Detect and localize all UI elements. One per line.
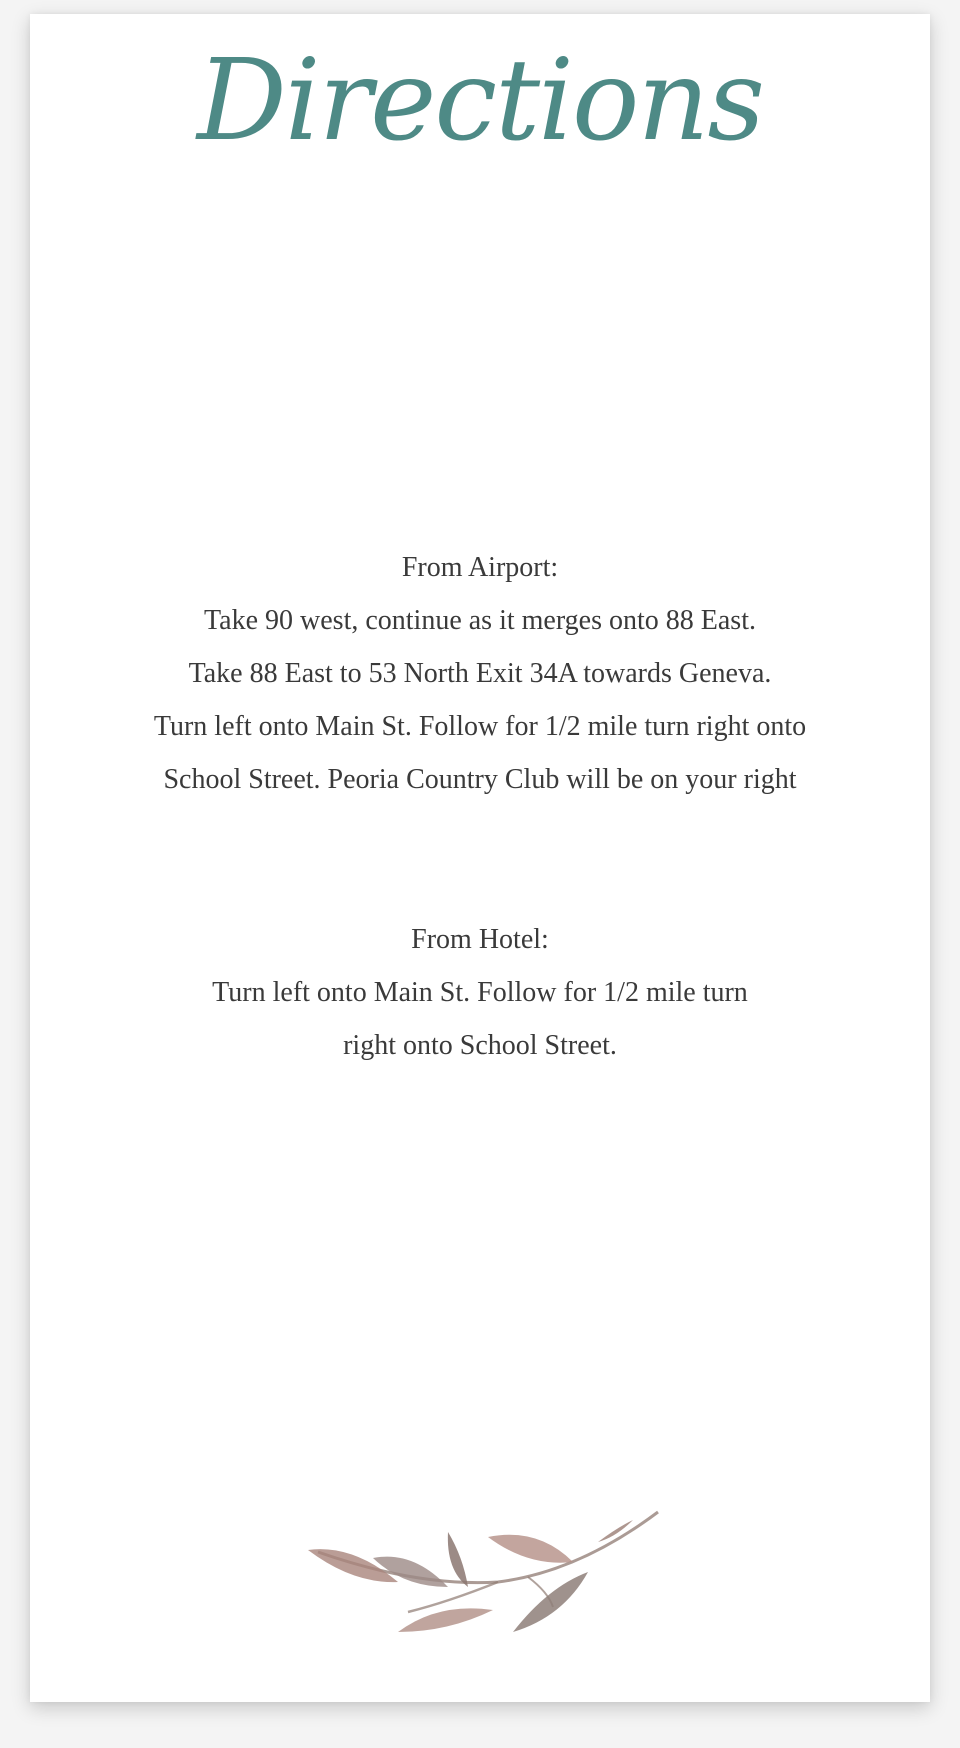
direction-line: Turn left onto Main St. Follow for 1/2 mile turn right onto [153, 711, 807, 742]
section-heading: From Airport: [401, 552, 559, 583]
direction-line: School Street. Peoria Country Club will be on your right [163, 764, 797, 795]
airport-directions [30, 541, 930, 806]
leaf-branch-icon [298, 1492, 688, 1662]
page-title: Directions [196, 36, 764, 166]
direction-line: right onto School Street. [343, 1030, 617, 1061]
hotel-directions [30, 913, 930, 1072]
direction-line: Take 88 East to 53 North Exit 34A towards Geneva. [188, 658, 772, 689]
direction-line: Turn left onto Main St. Follow for 1/2 mile turn [212, 977, 748, 1008]
directions-card [30, 14, 930, 1702]
direction-line: Take 90 west, continue as it merges onto 88 East. [204, 605, 756, 636]
section-heading: From Hotel: [411, 924, 549, 955]
